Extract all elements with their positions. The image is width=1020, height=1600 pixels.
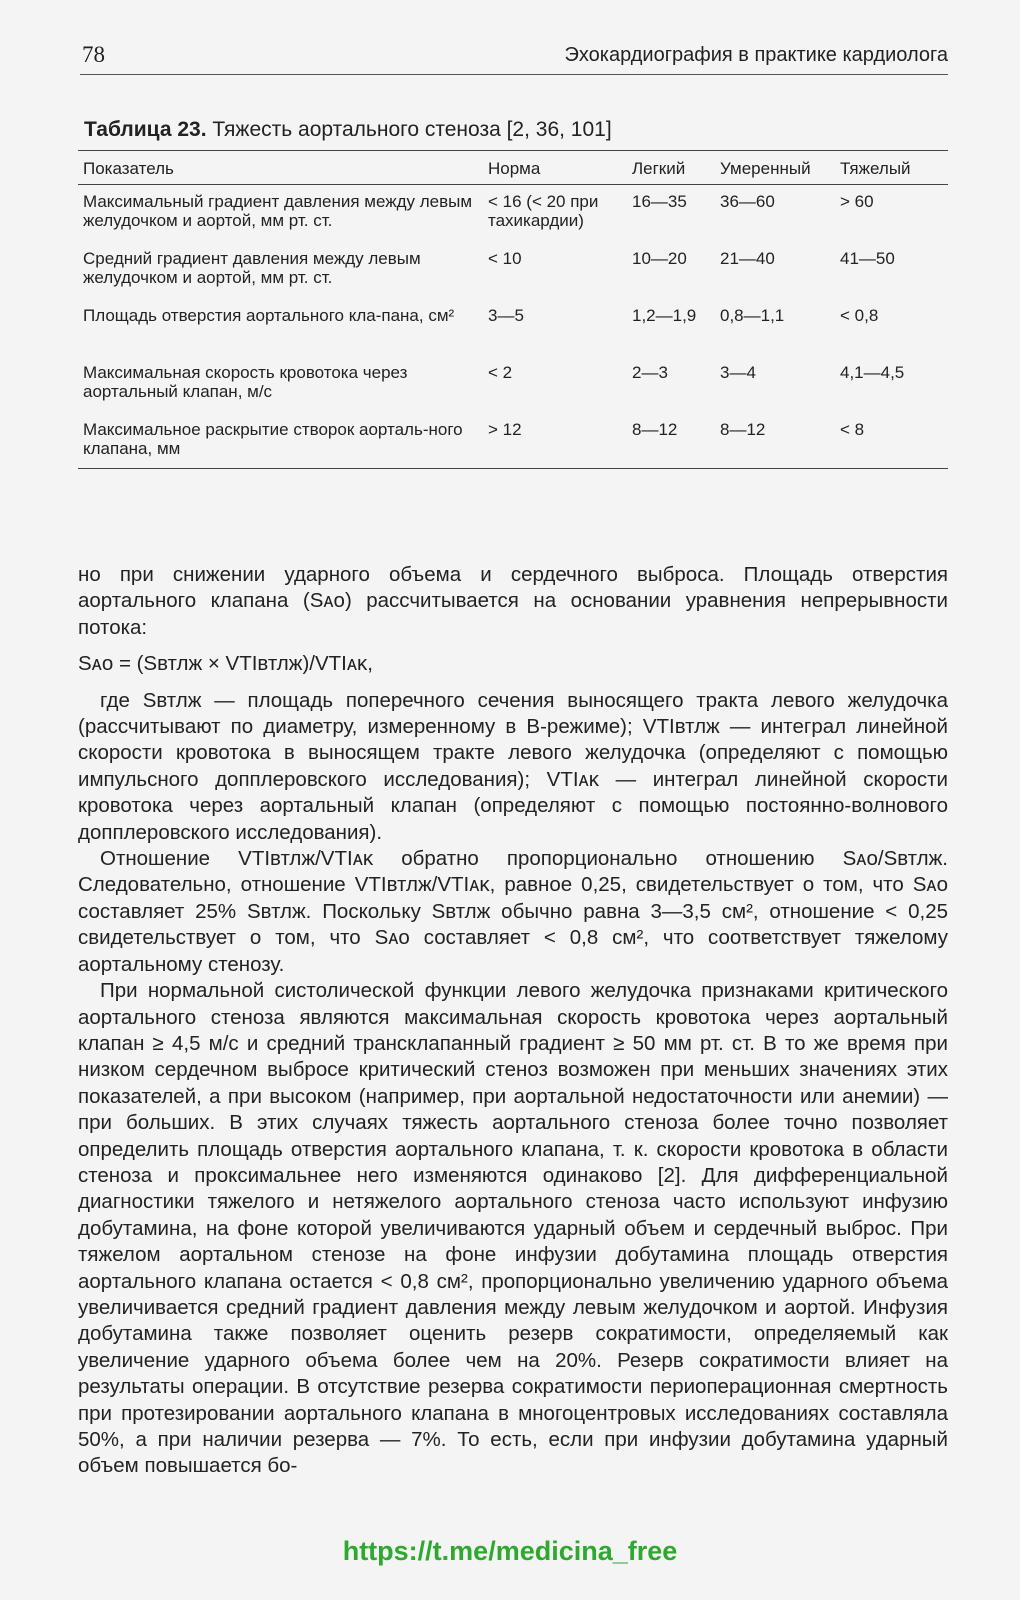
paragraph: где Sвтлж — площадь поперечного сечения выносящего тракта левого желудочка (рассчитывают по диаметру, измеренному в В-режиме); VTIвтлж — интеграл линейной скорости кровотока в выносящем тракте левого желудочка (определяют с помощью импульсного допплеровского исследования); VTIᴀᴋ — интеграл линейной скорости кровотока через аортальный клапан (определяют с помощью постоянно-волнового допплеровского исследования). — [78, 688, 948, 844]
page-number: 78 — [82, 42, 105, 67]
table-row — [78, 299, 948, 356]
table-cell: < 8 — [840, 420, 865, 439]
table-cell: 41—50 — [840, 249, 895, 268]
continuity-equation: Sᴀᴏ = (Sвтлж × VTIвтлж)/VTIᴀᴋ, — [78, 652, 373, 676]
table-header-row — [78, 151, 948, 185]
table-cell: 8—12 — [720, 420, 766, 439]
table-caption — [84, 118, 944, 142]
body-text — [78, 562, 948, 1480]
column-header: Тяжелый — [835, 151, 948, 185]
table-cell: 4,1—4,5 — [840, 363, 905, 382]
table-caption-label: Таблица 23. — [84, 118, 207, 141]
table-cell: 16—35 — [632, 192, 687, 211]
table-cell: Средний градиент давления между левым желудочком и аортой, мм рт. ст. — [83, 249, 421, 287]
column-header: Легкий — [627, 151, 715, 185]
table-cell: 1,2—1,9 — [632, 306, 697, 325]
table-cell: < 0,8 — [840, 306, 879, 325]
paragraph: При нормальной систолической функции левого желудочка признаками критического аортального стеноза являются максимальная скорость кровотока через аортальный клапан ≥ 4,5 м/с и средний трансклапанный градиент ≥ 50 мм рт. ст. В то же время при низком сердечном выбросе критический стеноз возможен при меньших значениях этих показателей, а при высоком (например, при аортальной недостаточности или анемии) — при больших. В этих случаях тяжесть аортального стеноза более точно позволяет определить площадь отверстия аортального клапана, т. к. скорости кровотока в области стеноза и проксимальнее него изменяются одинаково [2]. Для дифференциальной диагностики тяжелого и нетяжелого аортального стеноза часто используют инфузию добутамина, на фоне которой увеличиваются ударный объем и сердечный выброс. При тяжелом аортальном стенозе на фоне инфузии добутамина площадь отверстия аортального клапана остается < 0,8 см², пропорционально увеличению ударного объема увеличивается средний градиент давления между левым желудочком и аортой. Инфузия добутамина также позволяет оценить резерв сократимости, определяемый как увеличение ударного объема более чем на 20%. Резерв сократимости влияет на результаты операции. В отсутствие резерва сократимости периоперационная смертность при протезировании аортального клапана в многоцентровых исследованиях составляла 50%, а при наличии резерва — 7%. То есть, если при инфузии добутамина ударный объем повышается бо- — [78, 979, 948, 1478]
table-cell: 21—40 — [720, 249, 775, 268]
table-row — [78, 413, 948, 469]
column-header: Норма — [483, 151, 627, 185]
table-cell: 2—3 — [632, 363, 668, 382]
telegram-link[interactable]: https://t.me/medicina_free — [342, 1536, 678, 1566]
column-header: Показатель — [78, 151, 483, 185]
paragraph: но при снижении ударного объема и сердечного выброса. Площадь отверстия аортального клапана (Sᴀᴏ) рассчитывается на основании уравнения непрерывности потока: — [78, 563, 948, 639]
table-cell: 36—60 — [720, 192, 775, 211]
table-cell: > 12 — [488, 420, 522, 439]
table-cell: < 2 — [488, 363, 513, 382]
table-cell: Максимальная скорость кровотока через аортальный клапан, м/с — [83, 363, 408, 401]
table-cell: 10—20 — [632, 249, 687, 268]
table-cell: < 16 (< 20 при тахикардии) — [488, 192, 599, 230]
table-cell: Максимальное раскрытие створок аорталь-ного клапана, мм — [83, 420, 463, 458]
table-row — [78, 356, 948, 413]
table-cell: 3—5 — [488, 306, 524, 325]
table-row — [78, 185, 948, 243]
table-cell: 3—4 — [720, 363, 756, 382]
table-caption-text: Тяжесть аортального стеноза [2, 36, 101] — [206, 118, 612, 141]
table-cell: Площадь отверстия аортального кла-пана, см² — [83, 306, 455, 325]
running-title: Эхокардиография в практике кардиолога — [564, 44, 948, 66]
column-header: Умеренный — [715, 151, 835, 185]
table-cell: 8—12 — [632, 420, 678, 439]
aortic-stenosis-severity-table — [78, 150, 948, 469]
paragraph: Отношение VTIвтлж/VTIᴀᴋ обратно пропорционально отношению Sᴀᴏ/Sвтлж. Следовательно, отношение VTIвтлж/VTIᴀᴋ, равное 0,25, свидетельствует о том, что Sᴀᴏ составляет 25% Sвтлж. Поскольку Sвтлж обычно равна 3—3,5 см², отношение < 0,25 свидетельствует о том, что Sᴀᴏ составляет < 0,8 см², что соответствует тяжелому аортальному стенозу. — [78, 847, 948, 976]
running-header — [80, 40, 948, 75]
table-row — [78, 242, 948, 299]
table-cell: 0,8—1,1 — [720, 306, 785, 325]
table-cell: < 10 — [488, 249, 522, 268]
table-cell: Максимальный градиент давления между левым желудочком и аортой, мм рт. ст. — [83, 192, 473, 230]
table-cell: > 60 — [840, 192, 874, 211]
